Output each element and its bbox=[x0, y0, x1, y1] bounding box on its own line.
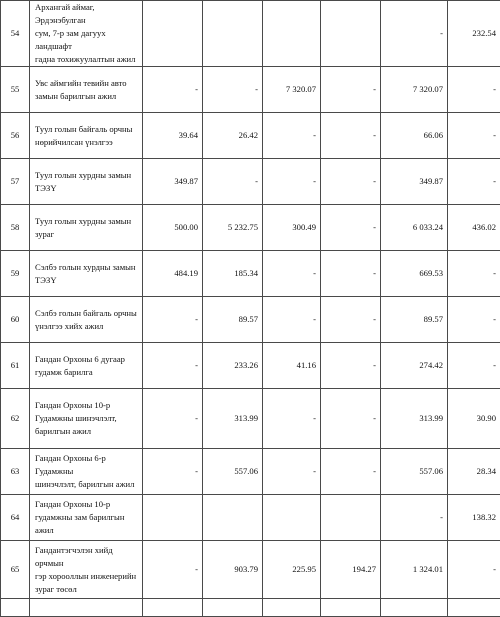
project-name-line: Туул голын хурдны замын bbox=[35, 169, 139, 182]
project-name-cell bbox=[30, 297, 143, 343]
table-row bbox=[1, 599, 500, 617]
value-cell-c1: - bbox=[143, 541, 203, 599]
row-number: 54 bbox=[1, 1, 30, 67]
row-number: 58 bbox=[1, 205, 30, 251]
table-row bbox=[1, 495, 500, 541]
value-cell-c4 bbox=[321, 495, 381, 541]
row-number: 60 bbox=[1, 297, 30, 343]
project-name-cell bbox=[30, 1, 143, 67]
table-row bbox=[1, 541, 500, 599]
value-cell-c6: 436.02 bbox=[448, 205, 500, 251]
value-cell-c3: - bbox=[263, 449, 321, 495]
value-cell-c4: 194.27 bbox=[321, 541, 381, 599]
value-cell-c4: - bbox=[321, 67, 381, 113]
table-body bbox=[1, 1, 500, 617]
project-name-line: Гандан Орхоны 10-р bbox=[35, 498, 139, 511]
value-cell-c5: 557.06 bbox=[381, 449, 448, 495]
value-cell-c5: 7 320.07 bbox=[381, 67, 448, 113]
row-number: 63 bbox=[1, 449, 30, 495]
value-cell-c6: - bbox=[448, 297, 500, 343]
table-row bbox=[1, 205, 500, 251]
value-cell-c3: 41.16 bbox=[263, 343, 321, 389]
value-cell-c5: 89.57 bbox=[381, 297, 448, 343]
value-cell-c5: 1 324.01 bbox=[381, 541, 448, 599]
value-cell-c6: - bbox=[448, 67, 500, 113]
value-cell-c3 bbox=[263, 599, 321, 617]
table-row bbox=[1, 251, 500, 297]
value-cell-c5: - bbox=[381, 1, 448, 67]
project-name-cell bbox=[30, 113, 143, 159]
value-cell-c2: 26.42 bbox=[203, 113, 263, 159]
project-name-cell bbox=[30, 541, 143, 599]
project-name-line: Туул голын хурдны замын bbox=[35, 215, 139, 228]
project-name-line: Гандан Орхоны 6-р Гудамжны bbox=[35, 452, 139, 478]
project-name-line: Гандантэгчэлэн хийд орчмын bbox=[35, 544, 139, 570]
value-cell-c4: - bbox=[321, 389, 381, 449]
project-name-line: Архангай аймаг, Эрдэнэбулган bbox=[35, 1, 139, 27]
value-cell-c4: - bbox=[321, 449, 381, 495]
value-cell-c6: 138.32 bbox=[448, 495, 500, 541]
project-name-cell bbox=[30, 205, 143, 251]
row-number: 59 bbox=[1, 251, 30, 297]
project-name-line: үнэлгээ хийх ажил bbox=[35, 320, 139, 333]
value-cell-c6: - bbox=[448, 113, 500, 159]
value-cell-c1: - bbox=[143, 343, 203, 389]
value-cell-c4 bbox=[321, 1, 381, 67]
value-cell-c3: - bbox=[263, 389, 321, 449]
value-cell-c6 bbox=[448, 599, 500, 617]
value-cell-c6: 28.34 bbox=[448, 449, 500, 495]
value-cell-c1: 484.19 bbox=[143, 251, 203, 297]
table-row bbox=[1, 1, 500, 67]
row-number: 56 bbox=[1, 113, 30, 159]
value-cell-c2: 185.34 bbox=[203, 251, 263, 297]
project-name-cell bbox=[30, 495, 143, 541]
project-name-line: Туул голын байгаль орчны bbox=[35, 123, 139, 136]
value-cell-c6: 30.90 bbox=[448, 389, 500, 449]
value-cell-c4 bbox=[321, 599, 381, 617]
value-cell-c5: 66.06 bbox=[381, 113, 448, 159]
value-cell-c1: 500.00 bbox=[143, 205, 203, 251]
project-name-line: замын барилгын ажил bbox=[35, 90, 139, 103]
value-cell-c6: - bbox=[448, 541, 500, 599]
project-name-cell bbox=[30, 67, 143, 113]
row-number: 64 bbox=[1, 495, 30, 541]
value-cell-c6: - bbox=[448, 251, 500, 297]
project-name-line: нөрийчилсан үнэлгээ bbox=[35, 136, 139, 149]
value-cell-c4: - bbox=[321, 205, 381, 251]
project-name-cell bbox=[30, 159, 143, 205]
value-cell-c6: 232.54 bbox=[448, 1, 500, 67]
value-cell-c3: - bbox=[263, 297, 321, 343]
value-cell-c1 bbox=[143, 495, 203, 541]
project-name-line: шинэчлэлт, барилгын ажил bbox=[35, 478, 139, 491]
value-cell-c3: - bbox=[263, 251, 321, 297]
project-name-line: гудамжны зам барилгын ажил bbox=[35, 511, 139, 537]
value-cell-c3: 300.49 bbox=[263, 205, 321, 251]
value-cell-c3: 225.95 bbox=[263, 541, 321, 599]
value-cell-c2: - bbox=[203, 67, 263, 113]
value-cell-c1 bbox=[143, 599, 203, 617]
value-cell-c2: - bbox=[203, 159, 263, 205]
table-row bbox=[1, 343, 500, 389]
value-cell-c5: - bbox=[381, 495, 448, 541]
value-cell-c5: 313.99 bbox=[381, 389, 448, 449]
project-name-line: Увс аймгийн тевийн авто bbox=[35, 77, 139, 90]
table-row bbox=[1, 389, 500, 449]
value-cell-c1 bbox=[143, 1, 203, 67]
value-cell-c4: - bbox=[321, 343, 381, 389]
row-number: 65 bbox=[1, 541, 30, 599]
value-cell-c2: 233.26 bbox=[203, 343, 263, 389]
project-name-line: Гандан Орхоны 6 дугаар bbox=[35, 353, 139, 366]
project-name-line: Сэлбэ голын байгаль орчны bbox=[35, 307, 139, 320]
value-cell-c4: - bbox=[321, 297, 381, 343]
value-cell-c1: 39.64 bbox=[143, 113, 203, 159]
value-cell-c5: 6 033.24 bbox=[381, 205, 448, 251]
table-row bbox=[1, 297, 500, 343]
value-cell-c1: - bbox=[143, 449, 203, 495]
project-name-cell bbox=[30, 343, 143, 389]
project-name-line: гадна тохижуулалтын ажил bbox=[35, 53, 139, 66]
value-cell-c1: - bbox=[143, 297, 203, 343]
table-row bbox=[1, 449, 500, 495]
value-cell-c4: - bbox=[321, 251, 381, 297]
value-cell-c3 bbox=[263, 495, 321, 541]
value-cell-c3: - bbox=[263, 159, 321, 205]
project-name-line: ТЭЗҮ bbox=[35, 182, 139, 195]
value-cell-c3 bbox=[263, 1, 321, 67]
table-row bbox=[1, 159, 500, 205]
value-cell-c2 bbox=[203, 1, 263, 67]
project-name-cell bbox=[30, 449, 143, 495]
value-cell-c1: - bbox=[143, 389, 203, 449]
value-cell-c2: 5 232.75 bbox=[203, 205, 263, 251]
value-cell-c5: 274.42 bbox=[381, 343, 448, 389]
project-name-line: Сэлбэ голын хурдны замын bbox=[35, 261, 139, 274]
value-cell-c5: 349.87 bbox=[381, 159, 448, 205]
value-cell-c6: - bbox=[448, 343, 500, 389]
project-name-line: зураг bbox=[35, 228, 139, 241]
value-cell-c1: - bbox=[143, 67, 203, 113]
row-number bbox=[1, 599, 30, 617]
value-cell-c3: 7 320.07 bbox=[263, 67, 321, 113]
project-name-line: зураг төсөл bbox=[35, 583, 139, 596]
row-number: 62 bbox=[1, 389, 30, 449]
project-name-cell bbox=[30, 599, 143, 617]
project-name-line: Гудамжны шинэчлэлт, bbox=[35, 412, 139, 425]
project-name-cell bbox=[30, 251, 143, 297]
value-cell-c2: 903.79 bbox=[203, 541, 263, 599]
project-name-line: барилгын ажил bbox=[35, 425, 139, 438]
value-cell-c3: - bbox=[263, 113, 321, 159]
project-name-line: ТЭЗҮ bbox=[35, 274, 139, 287]
project-name-line: гудамж барилга bbox=[35, 366, 139, 379]
row-number: 57 bbox=[1, 159, 30, 205]
project-name-line: сум, 7-р зам дагуух ландшафт bbox=[35, 27, 139, 53]
value-cell-c4: - bbox=[321, 159, 381, 205]
project-name-cell bbox=[30, 389, 143, 449]
project-name-line: гэр хорооллын инженерийн bbox=[35, 570, 139, 583]
row-number: 61 bbox=[1, 343, 30, 389]
value-cell-c5: 669.53 bbox=[381, 251, 448, 297]
value-cell-c2: 89.57 bbox=[203, 297, 263, 343]
value-cell-c4: - bbox=[321, 113, 381, 159]
table-row bbox=[1, 113, 500, 159]
project-name-line: Гандан Орхоны 10-р bbox=[35, 399, 139, 412]
value-cell-c2: 313.99 bbox=[203, 389, 263, 449]
value-cell-c6: - bbox=[448, 159, 500, 205]
value-cell-c1: 349.87 bbox=[143, 159, 203, 205]
row-number: 55 bbox=[1, 67, 30, 113]
value-cell-c5 bbox=[381, 599, 448, 617]
value-cell-c2: 557.06 bbox=[203, 449, 263, 495]
table-row bbox=[1, 67, 500, 113]
value-cell-c2 bbox=[203, 599, 263, 617]
value-cell-c2 bbox=[203, 495, 263, 541]
